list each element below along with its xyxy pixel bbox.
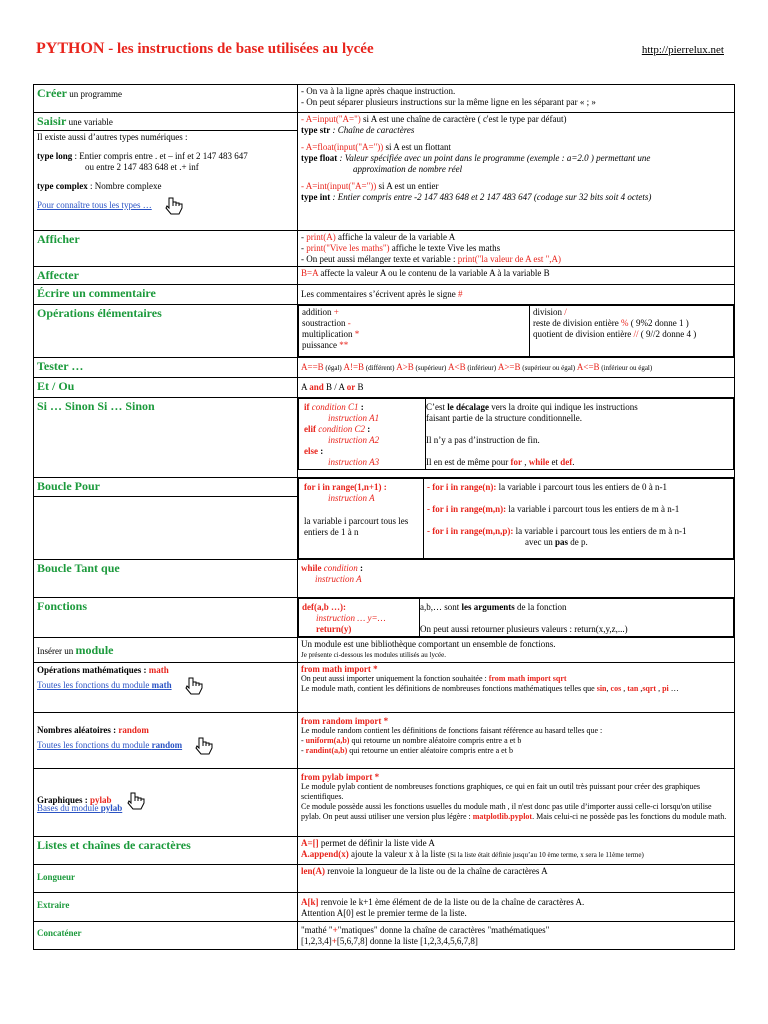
- cell-extraire-label: [34, 893, 298, 922]
- cell-etou-label: [34, 378, 298, 398]
- types-link[interactable]: Pour connaître tous les types …: [37, 200, 152, 211]
- section-tester: Tester: [37, 359, 69, 373]
- title-python: PYTHON: [36, 40, 105, 57]
- cell-affecter-label: [34, 267, 298, 285]
- section-affecter: Affecter: [37, 268, 79, 282]
- cell-listes-content: A=[] permet de définir la liste vide A A.append(x) ajoute la valeur x à la liste (Si la liste était définie jusqu’au 10 ème terme, x sera le 11ème terme): [298, 837, 735, 865]
- page-title: - les instructions de base utilisées au lycée: [104, 41, 374, 57]
- cell-commentaire-content: Les commentaires s’écrivent après le signe #: [298, 285, 735, 305]
- section-concatener: Concaténer: [37, 928, 82, 938]
- cell-longueur-content: len(A) renvoie la longueur de la liste ou de la chaîne de caractères A: [298, 865, 735, 893]
- pointer-hand-icon[interactable]: [126, 791, 148, 811]
- pointer-hand-icon[interactable]: [194, 736, 216, 756]
- cell-operations-label: [34, 305, 298, 358]
- cell-saisir-label: Saisir une variable: [34, 113, 298, 131]
- cell-longueur-label: [34, 865, 298, 893]
- section-etou: Et / Ou: [37, 379, 75, 393]
- cell-si-content: if condition C1 : instruction A1 elif condition C2 : instruction A2 else : instruction A3 C’est le décalage vers la droite qui indique les instructions faisant partie de la structure conditionnelle. Il n’y a pas d’instruction de fin. Il en est de même pour for , while et def.: [298, 398, 735, 478]
- section-saisir: Saisir: [37, 114, 67, 128]
- cell-module-label: Insérer un module: [34, 638, 298, 663]
- section-afficher: Afficher: [37, 232, 80, 246]
- section-module: module: [75, 642, 114, 657]
- cell-extraire-content: A[k] renvoie le k+1 ème élément de de la liste ou de la chaîne de caractères A. Attention A[0] est le premier terme de la liste.: [298, 893, 735, 922]
- cell-pour-empty: [34, 497, 298, 560]
- cell-saisir-content: - A=input("A=") si A est une chaîne de caractère ( c'est le type par défaut) type str : Chaîne de caractères - A=float(input("A=")) si A est un flottant type float : Valeur spécifiée avec un point dans le programme (exemple : a=2.0 ) permettant une approximation de nombre réel - A=int(input("A=")) si A est un entier type int : Entier compris entre -2 147 483 648 et 2 147 483 647 (codage sur 32 bits soit 4 octets): [298, 113, 735, 231]
- cell-tantque-content: while condition : instruction A: [298, 560, 735, 598]
- cell-math-label: Opérations mathématiques : math Toutes les fonctions du module math: [34, 663, 298, 713]
- cell-afficher-label: [34, 231, 298, 267]
- cell-creer-label: Créer un programme: [34, 85, 298, 113]
- random-link[interactable]: Toutes les fonctions du module: [37, 740, 152, 751]
- cell-fonctions-content: def(a,b …): instruction … y=… return(y) a,b,… sont les arguments de la fonction On peut aussi retourner plusieurs valeurs : return(x,y,z,...): [298, 598, 735, 638]
- cell-math-content: from math import * On peut aussi importer uniquement la fonction souhaitée : from math import sqrt Le module math, contient les définitions de nombreuses fonctions mathématiques telles que sin, cos , tan ,sqrt , pi …: [298, 663, 735, 713]
- pointer-hand-icon[interactable]: [164, 196, 186, 216]
- section-listes: Listes et chaînes de caractères: [37, 838, 191, 852]
- cell-pour-content: for i in range(1,n+1) : instruction A la variable i parcourt tous les entiers de 1 à n - for i in range(n): la variable i parcourt tous les entiers de 0 à n-1 - for i in range(m,n): la variable i parcourt tous les entiers de m à n-1 - for i in range(m,n,p): la variable i parcourt tous les entiers de m à n-1 avec un pas de p.: [298, 478, 735, 560]
- cell-operations-content: addition + soustraction - multiplication * puissance ** division / reste de division entière % ( 9%2 donne 1 ) quotient de division entière // ( 9//2 donne 4 ): [298, 305, 735, 358]
- section-pour: Boucle Pour: [37, 479, 100, 493]
- cell-pylab-content: from pylab import * Le module pylab contient de nombreuses fonctions graphiques, ce qui en fait un outil très puissant pour créer des graphiques scientifiques. Ce module possède aussi les fonctions usuelles du module math , il n'est donc pas utile d’importer aussi celle-ci lorsqu'on utilise pylab. On peut aussi utiliser une version plus légère : matplotlib.pyplot. Mais celui-ci ne possède pas les fonctions du module math.: [298, 769, 735, 837]
- section-tantque: Boucle Tant que: [37, 561, 120, 575]
- cell-concat-label: [34, 922, 298, 950]
- cell-creer-content: - On va à la ligne après chaque instruction. - On peut séparer plusieurs instructions sur la même ligne en les séparant par « ; »: [298, 85, 735, 113]
- cell-random-content: from random import * Le module random contient les définitions de fonctions faisant référence au hasard telles que : - uniform(a,b) qui retourne un nombre aléatoire compris entre a et b - randint(a,b) qui retourne un entier aléatoire compris entre a et b: [298, 713, 735, 769]
- section-longueur: Longueur: [37, 872, 76, 882]
- cell-si-label: [34, 398, 298, 478]
- pointer-hand-icon[interactable]: [184, 676, 206, 696]
- cell-tester-label: Tester …: [34, 358, 298, 378]
- cell-tester-content: A==B (égal) A!=B (différent) A>B (supérieur) A<B (inférieur) A>=B (supérieur ou égal) A<=B (inférieur ou égal): [298, 358, 735, 378]
- cell-tantque-label: [34, 560, 298, 598]
- cell-afficher-content: - print(A) affiche la valeur de la variable A - print("Vive les maths") affiche le texte Vive les maths - On peut aussi mélanger texte et variable : print("la valeur de A est ",A): [298, 231, 735, 267]
- cell-pour-label: [34, 478, 298, 497]
- cell-commentaire-label: [34, 285, 298, 305]
- cell-pylab-label: Graphiques : pylab Bases du module pylab: [34, 769, 298, 837]
- section-fonctions: Fonctions: [37, 599, 88, 613]
- cell-module-content: Un module est une bibliothèque comportant un ensemble de fonctions. Je présente ci-dessous les modules utilisés au lycée.: [298, 638, 735, 663]
- pylab-link[interactable]: Bases du module: [37, 803, 101, 813]
- section-creer: Créer: [37, 86, 67, 100]
- section-extraire: Extraire: [37, 900, 70, 910]
- math-link[interactable]: Toutes les fonctions du module: [37, 680, 152, 691]
- section-si: Si … Sinon Si … Sinon: [37, 399, 155, 413]
- cell-listes-label: [34, 837, 298, 865]
- section-operations: Opérations élémentaires: [37, 306, 162, 320]
- section-commentaire: Écrire un commentaire: [37, 286, 156, 300]
- cell-etou-content: A and B / A or B: [298, 378, 735, 398]
- cell-concat-content: "mathé "+"matiques" donne la chaîne de caractères "mathématiques" [1,2,3,4]+[5,6,7,8] donne la liste [1,2,3,4,5,6,7,8]: [298, 922, 735, 950]
- cell-affecter-content: B=A affecte la valeur A ou le contenu de la variable A à la variable B: [298, 267, 735, 285]
- cell-saisir-types: Il existe aussi d’autres types numériques : type long : Entier compris entre . et – inf et 2 147 483 647 ou entre 2 147 483 648 et .+ inf type complex : Nombre complexe Pour connaître tous les types …: [34, 131, 298, 231]
- cell-random-label: Nombres aléatoires : random Toutes les fonctions du module random: [34, 713, 298, 769]
- page-header: [36, 40, 726, 64]
- site-link[interactable]: http://pierrelux.net: [641, 44, 724, 56]
- cell-fonctions-label: [34, 598, 298, 638]
- reference-table: [33, 84, 735, 950]
